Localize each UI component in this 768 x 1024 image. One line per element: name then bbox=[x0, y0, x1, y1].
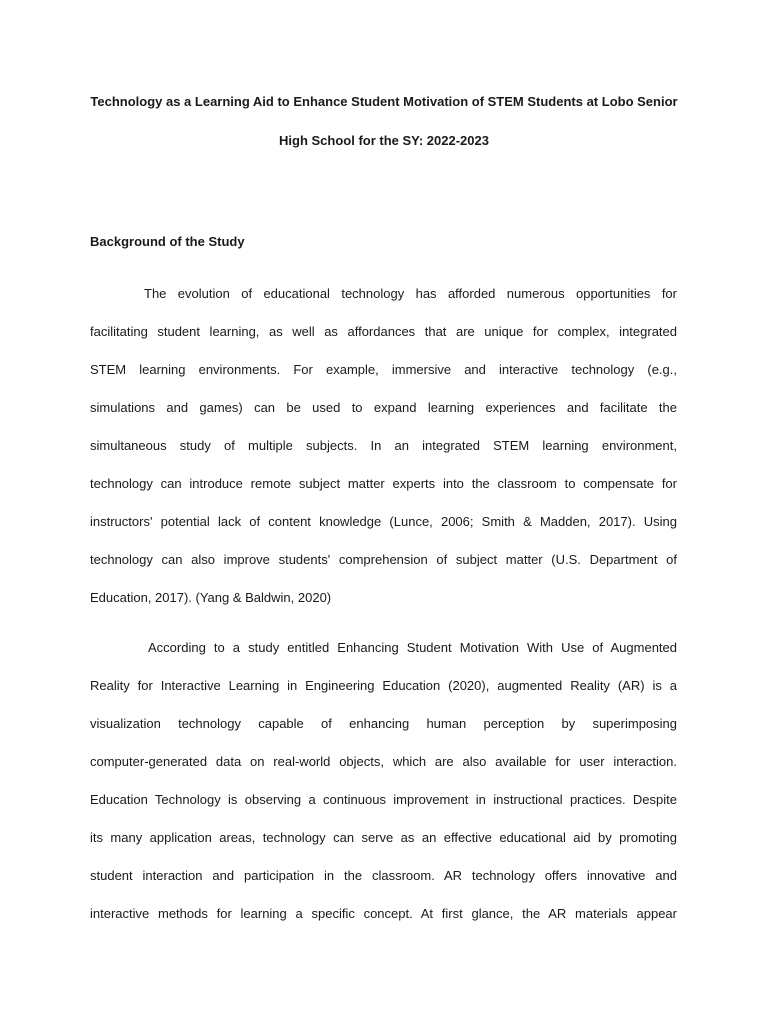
paragraph-line: instructors' potential lack of content knowledge (Lunce, 2006; Smith & Madden, 2017). Using bbox=[90, 514, 677, 529]
paragraph-line: Education Technology is observing a continuous improvement in instructional practices. Despite bbox=[90, 792, 677, 807]
paragraph-line: facilitating student learning, as well as affordances that are unique for complex, integrated bbox=[90, 324, 677, 339]
paragraph-line: The evolution of educational technology has afforded numerous opportunities for bbox=[144, 286, 677, 301]
paragraph-line: interactive methods for learning a specific concept. At first glance, the AR materials appear bbox=[90, 906, 677, 921]
paragraph-line: technology can also improve students' comprehension of subject matter (U.S. Department of bbox=[90, 552, 677, 567]
paragraph-line: According to a study entitled Enhancing Student Motivation With Use of Augmented bbox=[148, 640, 677, 655]
paragraph-line: Reality for Interactive Learning in Engineering Education (2020), augmented Reality (AR) is a bbox=[90, 678, 677, 693]
section-heading: Background of the Study bbox=[90, 234, 245, 249]
paragraph-line: STEM learning environments. For example, immersive and interactive technology (e.g., bbox=[90, 362, 677, 377]
paragraph-line: technology can introduce remote subject matter experts into the classroom to compensate for bbox=[90, 476, 677, 491]
document-title-line-2: High School for the SY: 2022-2023 bbox=[279, 133, 489, 148]
paragraph-line: its many application areas, technology can serve as an effective educational aid by promoting bbox=[90, 830, 677, 845]
paragraph-line: Education, 2017). (Yang & Baldwin, 2020) bbox=[90, 590, 332, 605]
paragraph-line: visualization technology capable of enhancing human perception by superimposing bbox=[90, 716, 677, 731]
paragraph-line: student interaction and participation in the classroom. AR technology offers innovative and bbox=[90, 868, 677, 883]
paragraph-line: simulations and games) can be used to expand learning experiences and facilitate the bbox=[90, 400, 677, 415]
document-title-line-1: Technology as a Learning Aid to Enhance Student Motivation of STEM Students at Lobo Senior bbox=[90, 94, 678, 109]
paragraph-background-1 bbox=[90, 284, 677, 626]
paragraph-line: simultaneous study of multiple subjects. In an integrated STEM learning environment, bbox=[90, 438, 677, 453]
paragraph-line: computer-generated data on real-world objects, which are also available for user interaction. bbox=[90, 754, 677, 769]
paragraph-background-2 bbox=[90, 638, 677, 942]
